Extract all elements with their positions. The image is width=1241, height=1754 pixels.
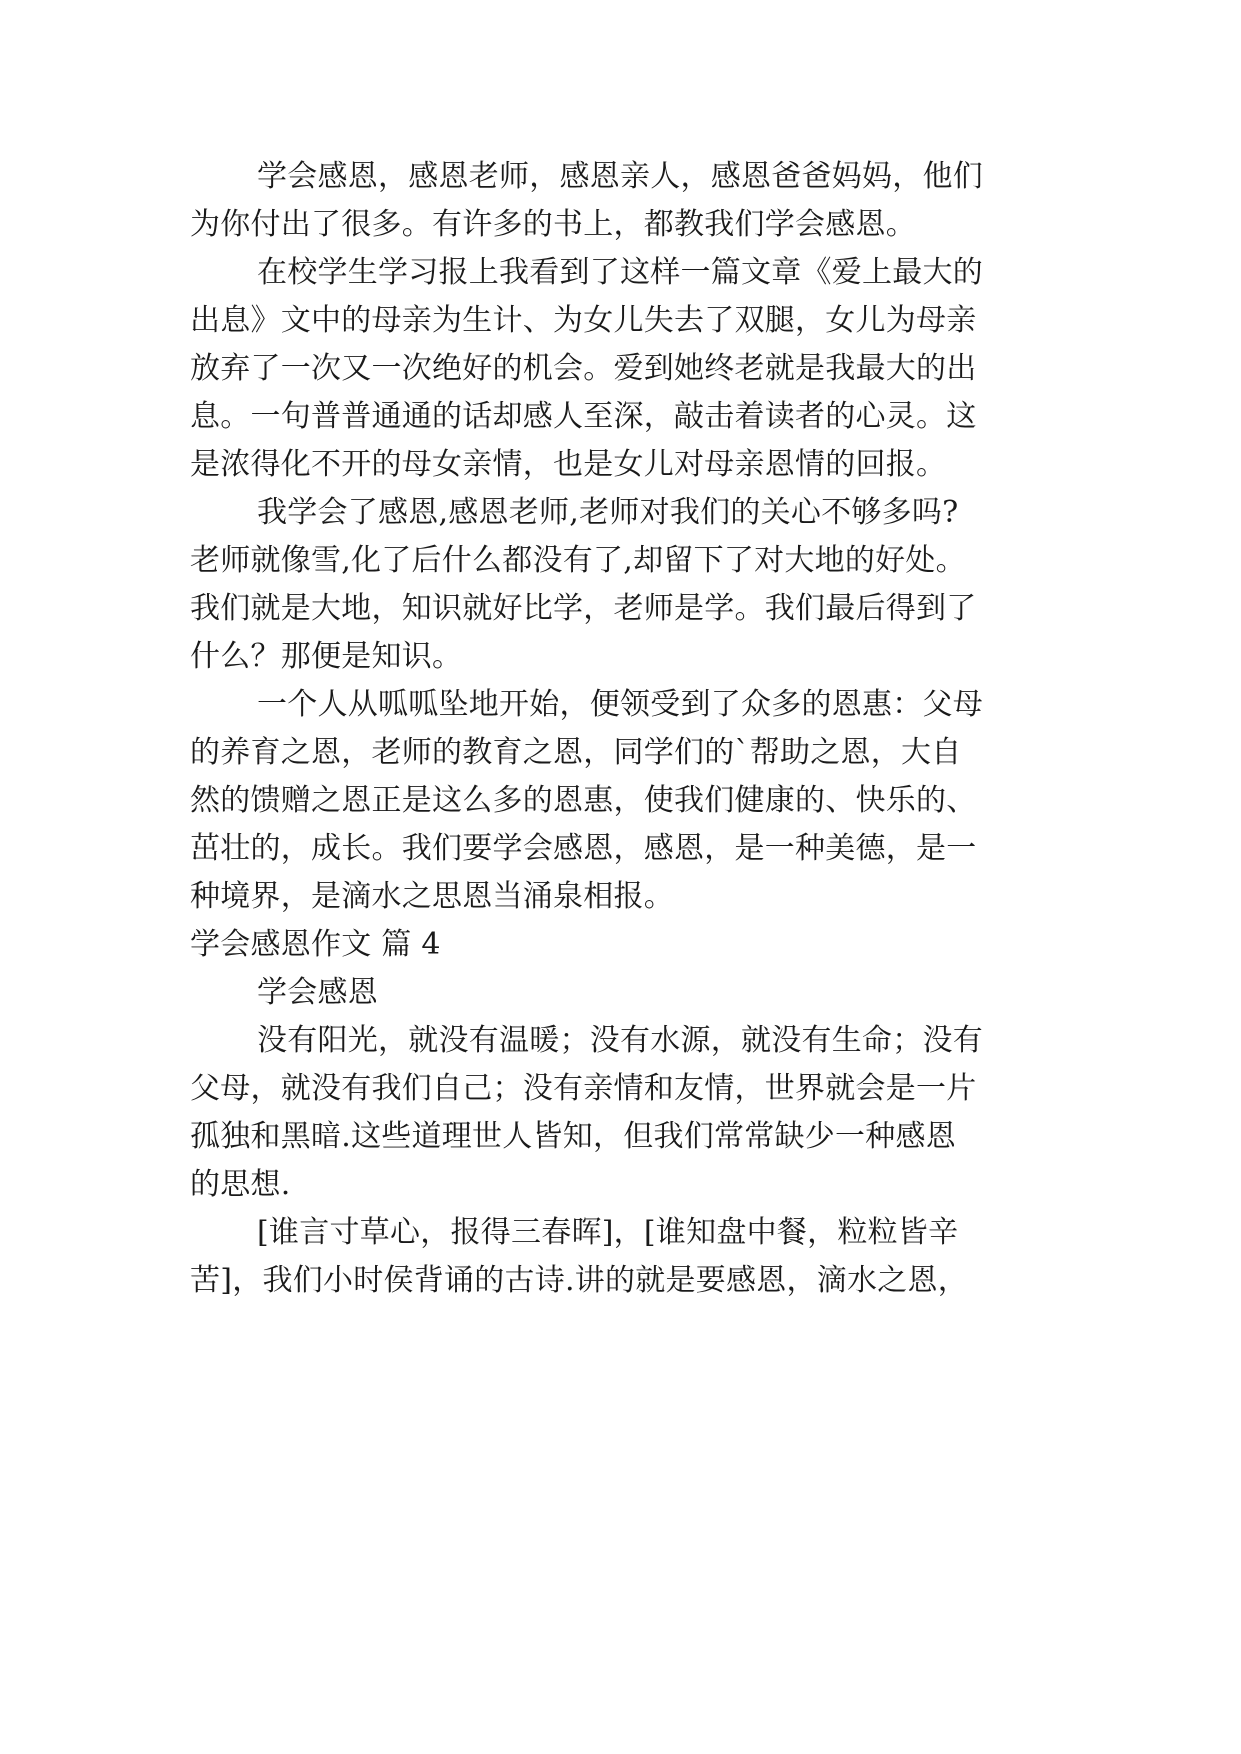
text-line: 苦]，我们小时侯背诵的古诗.讲的就是要感恩，滴水之恩， (190, 1263, 968, 1298)
text-line: 父母，就没有我们自己；没有亲情和友情，世界就会是一片 (190, 1071, 977, 1106)
text-line: 在校学生学习报上我看到了这样一篇文章《爱上最大的 (257, 255, 983, 290)
text-line: 然的馈赠之恩正是这么多的恩惠，使我们健康的、快乐的、 (190, 783, 977, 818)
text-line: 学会感恩，感恩老师，感恩亲人，感恩爸爸妈妈，他们 (257, 159, 983, 194)
text-line: 没有阳光，就没有温暖；没有水源，就没有生命；没有 (257, 1023, 983, 1058)
text-line: 是浓得化不开的母女亲情，也是女儿对母亲恩情的回报。 (190, 447, 947, 482)
article-title: 学会感恩 (257, 975, 378, 1010)
text-line: 放弃了一次又一次绝好的机会。爱到她终老就是我最大的出 (190, 351, 977, 386)
text-line: 我学会了感恩,感恩老师,老师对我们的关心不够多吗? (257, 495, 959, 530)
text-line: 的思想. (190, 1167, 291, 1202)
text-line: 为你付出了很多。有许多的书上，都教我们学会感恩。 (190, 207, 916, 242)
section-heading: 学会感恩作文 篇 4 (190, 927, 441, 962)
text-line: 的养育之恩，老师的教育之恩，同学们的`帮助之恩，大自 (190, 735, 962, 770)
text-line: 一个人从呱呱坠地开始，便领受到了众多的恩惠：父母 (257, 687, 983, 722)
text-line: 茁壮的，成长。我们要学会感恩，感恩，是一种美德，是一 (190, 831, 977, 866)
text-line: 老师就像雪,化了后什么都没有了,却留下了对大地的好处。 (190, 543, 966, 578)
text-line: [谁言寸草心，报得三春晖]，[谁知盘中餐，粒粒皆辛 (257, 1215, 959, 1250)
text-line: 孤独和黑暗.这些道理世人皆知，但我们常常缺少一种感恩 (190, 1119, 957, 1154)
text-line: 种境界，是滴水之思恩当涌泉相报。 (190, 879, 674, 914)
text-line: 什么？那便是知识。 (190, 639, 463, 674)
text-line: 我们就是大地，知识就好比学，老师是学。我们最后得到了 (190, 591, 977, 626)
text-line: 出息》文中的母亲为生计、为女儿失去了双腿，女儿为母亲 (190, 303, 977, 338)
text-line: 息。一句普普通通的话却感人至深，敲击着读者的心灵。这 (190, 399, 977, 434)
